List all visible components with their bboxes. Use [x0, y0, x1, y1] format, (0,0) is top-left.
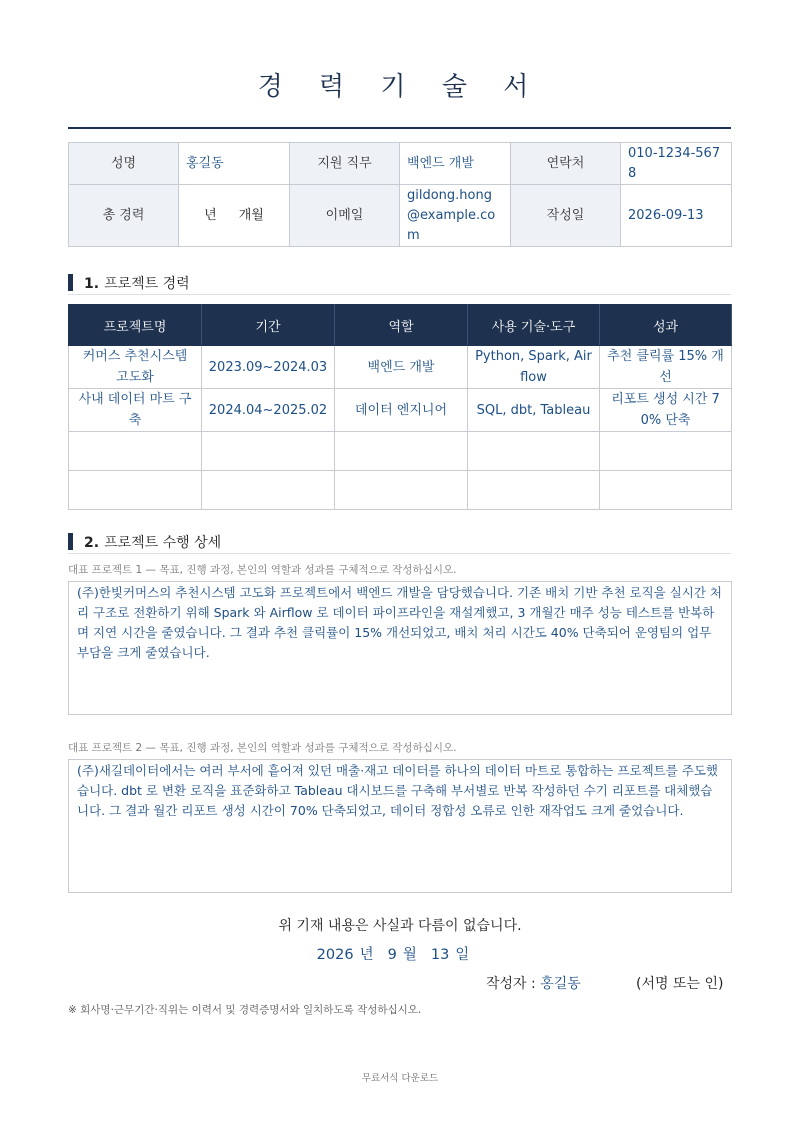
table-cell[interactable] — [468, 432, 600, 471]
column-header: 사용 기술·도구 — [468, 305, 600, 346]
table-cell[interactable] — [335, 432, 468, 471]
table-row — [69, 389, 732, 432]
career-month-unit: 개월 — [238, 207, 264, 223]
page-footer: 무료서식 다운로드 — [361, 1073, 439, 1084]
email-label: 이메일 — [290, 185, 400, 247]
table-cell[interactable] — [468, 471, 600, 510]
signature-seal-placeholder[interactable]: (서명 또는 인) — [636, 976, 724, 992]
career-year-unit: 년 — [204, 207, 217, 223]
sign-day[interactable]: 13 — [430, 947, 450, 963]
sign-month[interactable]: 9 — [387, 947, 397, 963]
section-number: 2. — [84, 535, 100, 551]
project1-description-field[interactable]: (주)한빛커머스의 추천시스템 고도화 프로젝트에서 백엔드 개발을 담당했습니다. 기존 배치 기반 추천 로직을 실시간 처리 구조로 전환하기 위해 Spark 와 Airflow 로 데이터 파이프라인을 재설계했고, 3 개월간 매주 성능 테스트를 반복하며 지연 시간을 줄였습니다. 그 결과 추천 클릭률이 15% 개선되었고, 배치 처리 시간도 40% 단축되어 운영팀의 업무 부담을 크게 줄였습니다. — [68, 581, 732, 715]
table-row — [69, 471, 732, 510]
column-header: 성과 — [600, 305, 732, 346]
declaration-text: 위 기재 내용은 사실과 다름이 없습니다. — [278, 918, 522, 934]
applicant-info-table — [68, 142, 732, 247]
project2-hint: 대표 프로젝트 2 — 목표, 진행 과정, 본인의 역할과 성과를 구체적으로 작성하십시오. — [68, 742, 457, 754]
contact-label: 연락처 — [511, 143, 621, 185]
date-label: 작성일 — [511, 185, 621, 247]
table-cell[interactable]: 추천 클릭률 15% 개선 — [600, 346, 732, 389]
section-title: 프로젝트 수행 상세 — [104, 535, 222, 551]
table-cell[interactable] — [69, 432, 202, 471]
table-cell[interactable] — [600, 471, 732, 510]
project2-description-field[interactable]: (주)새길데이터에서는 여러 부서에 흩어져 있던 매출·재고 데이터를 하나의 데이터 마트로 통합하는 프로젝트를 주도했습니다. dbt 로 변환 로직을 표준화하고 Tableau 대시보드를 구축해 부서별로 반복 작성하던 수기 리포트를 대체했습니다. 그 결과 월간 리포트 생성 시간이 70% 단축되었고, 데이터 정합성 오류로 인한 재작업도 크게 줄었습니다. — [68, 759, 732, 893]
section-title: 프로젝트 경력 — [104, 276, 190, 292]
table-cell[interactable]: 커머스 추천시스템 고도화 — [69, 346, 202, 389]
signer-line — [486, 973, 724, 993]
table-cell[interactable]: 리포트 생성 시간 70% 단축 — [600, 389, 732, 432]
document-title: 경 력 기 술 서 — [257, 72, 543, 102]
section-marker — [68, 274, 73, 291]
column-header: 프로젝트명 — [69, 305, 202, 346]
section-project-detail — [68, 531, 731, 554]
email-value[interactable]: gildong.hong@example.com — [400, 185, 511, 247]
career-value[interactable] — [179, 185, 290, 247]
job-label: 지원 직무 — [290, 143, 400, 185]
table-cell[interactable] — [335, 471, 468, 510]
signer-label: 작성자 : — [486, 976, 536, 992]
table-cell[interactable]: 사내 데이터 마트 구축 — [69, 389, 202, 432]
project-career-table — [68, 304, 732, 510]
day-unit: 일 — [455, 947, 470, 963]
table-cell[interactable] — [600, 432, 732, 471]
project1-hint: 대표 프로젝트 1 — 목표, 진행 과정, 본인의 역할과 성과를 구체적으로 작성하십시오. — [68, 564, 457, 576]
table-cell[interactable]: 백엔드 개발 — [335, 346, 468, 389]
sign-year[interactable]: 2026 — [316, 947, 354, 963]
section-marker — [68, 533, 73, 550]
table-cell[interactable] — [202, 471, 335, 510]
table-row — [69, 346, 732, 389]
job-value[interactable]: 백엔드 개발 — [400, 143, 511, 185]
table-row — [69, 432, 732, 471]
signature-date — [0, 943, 800, 964]
table-cell[interactable]: SQL, dbt, Tableau — [468, 389, 600, 432]
date-value[interactable]: 2026-09-13 — [621, 185, 732, 247]
table-cell[interactable]: 데이터 엔지니어 — [335, 389, 468, 432]
career-label: 총 경력 — [69, 185, 179, 247]
table-cell[interactable] — [69, 471, 202, 510]
contact-value[interactable]: 010-1234-5678 — [621, 143, 732, 185]
year-unit: 년 — [359, 947, 374, 963]
title-divider — [68, 127, 731, 129]
footnote: ※ 회사명·근무기간·직위는 이력서 및 경력증명서와 일치하도록 작성하십시오. — [68, 1004, 422, 1016]
section-project-career — [68, 272, 731, 295]
section-number: 1. — [84, 276, 100, 292]
table-cell[interactable]: Python, Spark, Airflow — [468, 346, 600, 389]
signer-name[interactable]: 홍길동 — [540, 976, 581, 992]
column-header: 역할 — [335, 305, 468, 346]
table-cell[interactable]: 2024.04~2025.02 — [202, 389, 335, 432]
month-unit: 월 — [402, 947, 417, 963]
table-cell[interactable]: 2023.09~2024.03 — [202, 346, 335, 389]
name-label: 성명 — [69, 143, 179, 185]
column-header: 기간 — [202, 305, 335, 346]
table-cell[interactable] — [202, 432, 335, 471]
name-value[interactable]: 홍길동 — [179, 143, 290, 185]
